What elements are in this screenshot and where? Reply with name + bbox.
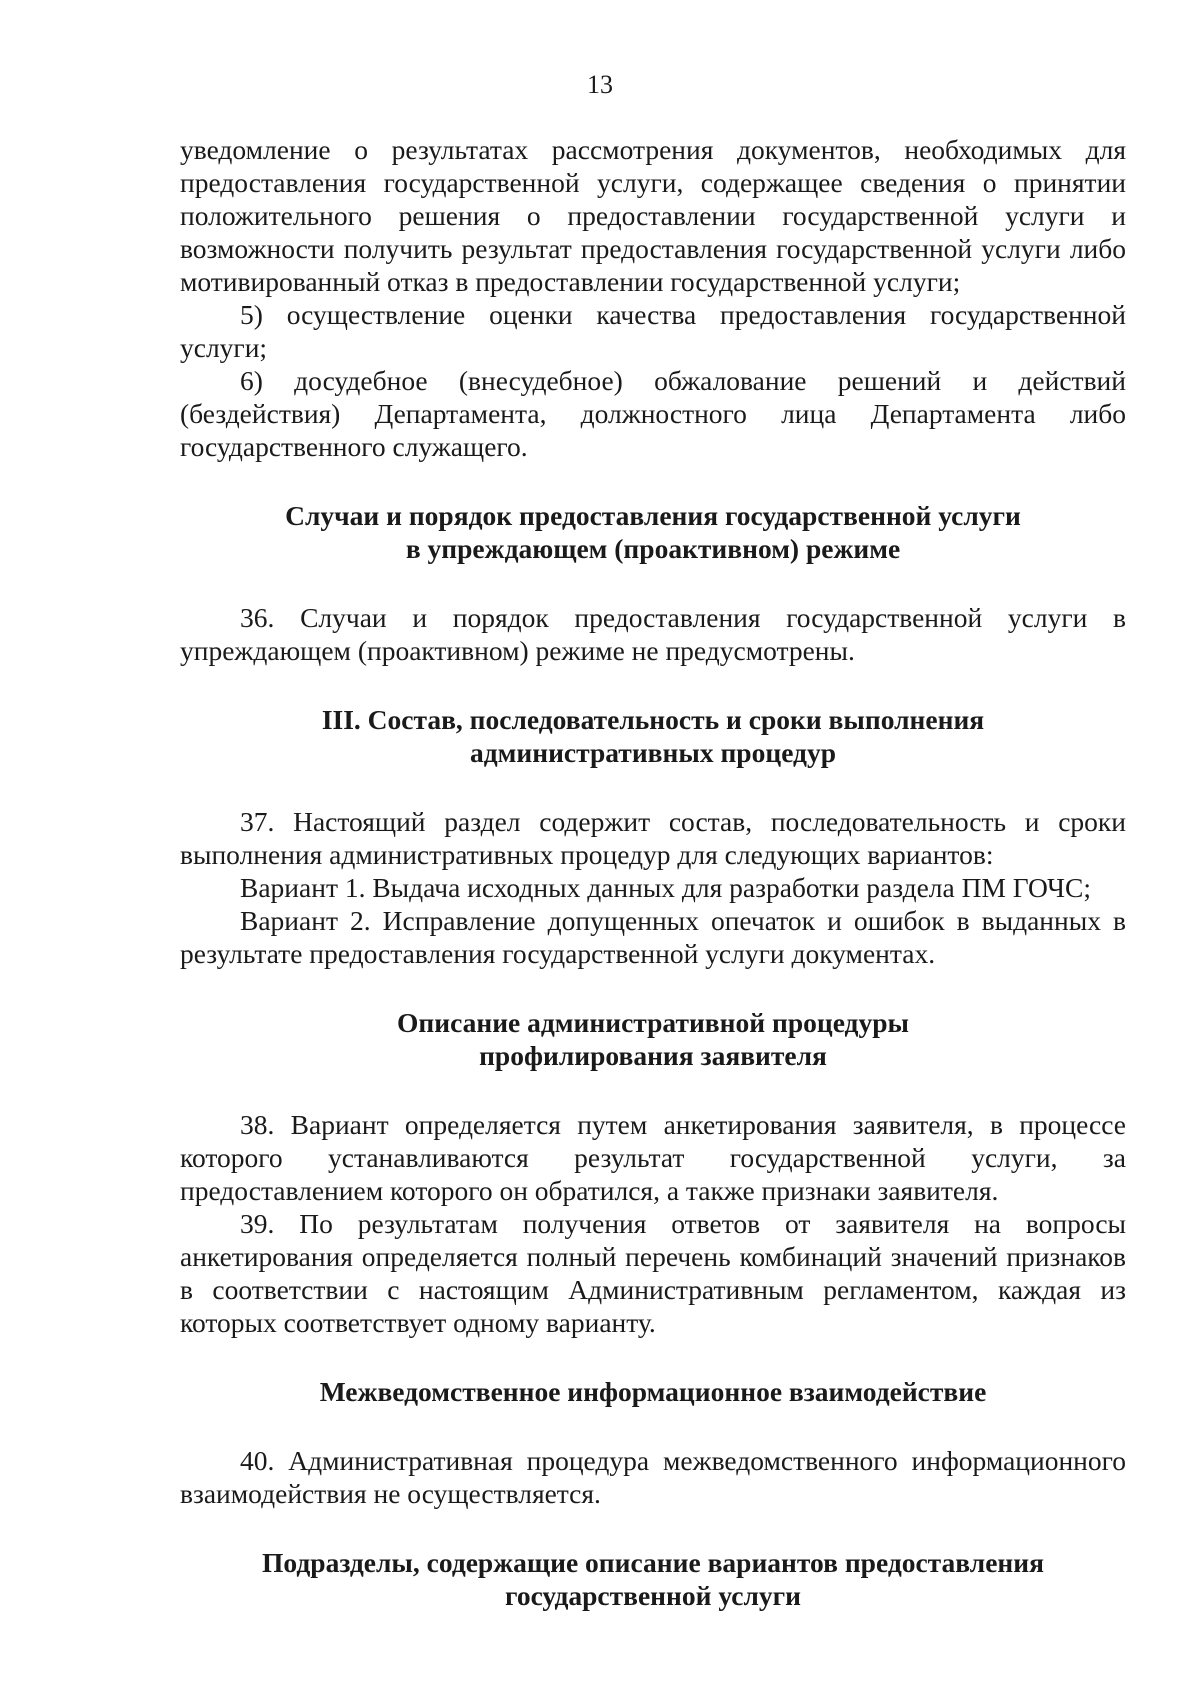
document-body [180,133,1126,1612]
heading-applicant-profiling: Описание административной процедуры профилирования заявителя [397,1007,909,1071]
paragraph-variant-1: Вариант 1. Выдача исходных данных для разработки раздела ПМ ГОЧС; [240,872,1092,903]
heading-proactive-mode: Случаи и порядок предоставления государственной услуги в упреждающем (проактивном) режиме [285,500,1021,564]
heading-section-iii: III. Состав, последовательность и сроки выполнения административных процедур [321,704,985,768]
paragraph-37: 37. Настоящий раздел содержит состав, последовательность и сроки выполнения административных процедур для следующих вариантов: [180,806,1126,870]
paragraph-36: 36. Случаи и порядок предоставления государственной услуги в упреждающем (проактивном) режиме не предусмотрены. [180,602,1126,666]
paragraph-39: 39. По результатам получения ответов от заявителя на вопросы анкетирования определяется полный перечень комбинаций значений признаков в соответствии с настоящим Административным регламентом, каждая из которых соответствует одному варианту. [180,1208,1126,1338]
list-item-6: 6) досудебное (внесудебное) обжалование решений и действий (бездействия) Департамента, должностного лица Департамента либо государственного служащего. [180,365,1126,462]
heading-interagency-interaction: Межведомственное информационное взаимодействие [319,1376,987,1407]
heading-service-variants: Подразделы, содержащие описание вариантов предоставления государственной услуги [262,1547,1044,1611]
page-number: 13 [587,70,613,99]
paragraph-38: 38. Вариант определяется путем анкетирования заявителя, в процессе которого устанавливаются результат государственной услуги, за предоставлением которого он обратился, а также признаки заявителя. [180,1109,1126,1206]
list-item-5: 5) осуществление оценки качества предоставления государственной услуги; [180,299,1126,363]
intro-paragraph: уведомление о результатах рассмотрения документов, необходимых для предоставления государственной услуги, содержащее сведения о принятии положительного решения о предоставлении государственной услуги и возможности получить результат предоставления государственной услуги либо мотивированный отказ в предоставлении государственной услуги; [180,134,1126,297]
paragraph-variant-2: Вариант 2. Исправление допущенных опечаток и ошибок в выданных в результате предоставления государственной услуги документах. [180,905,1126,969]
paragraph-40: 40. Административная процедура межведомственного информационного взаимодействия не осуществляется. [180,1445,1126,1509]
